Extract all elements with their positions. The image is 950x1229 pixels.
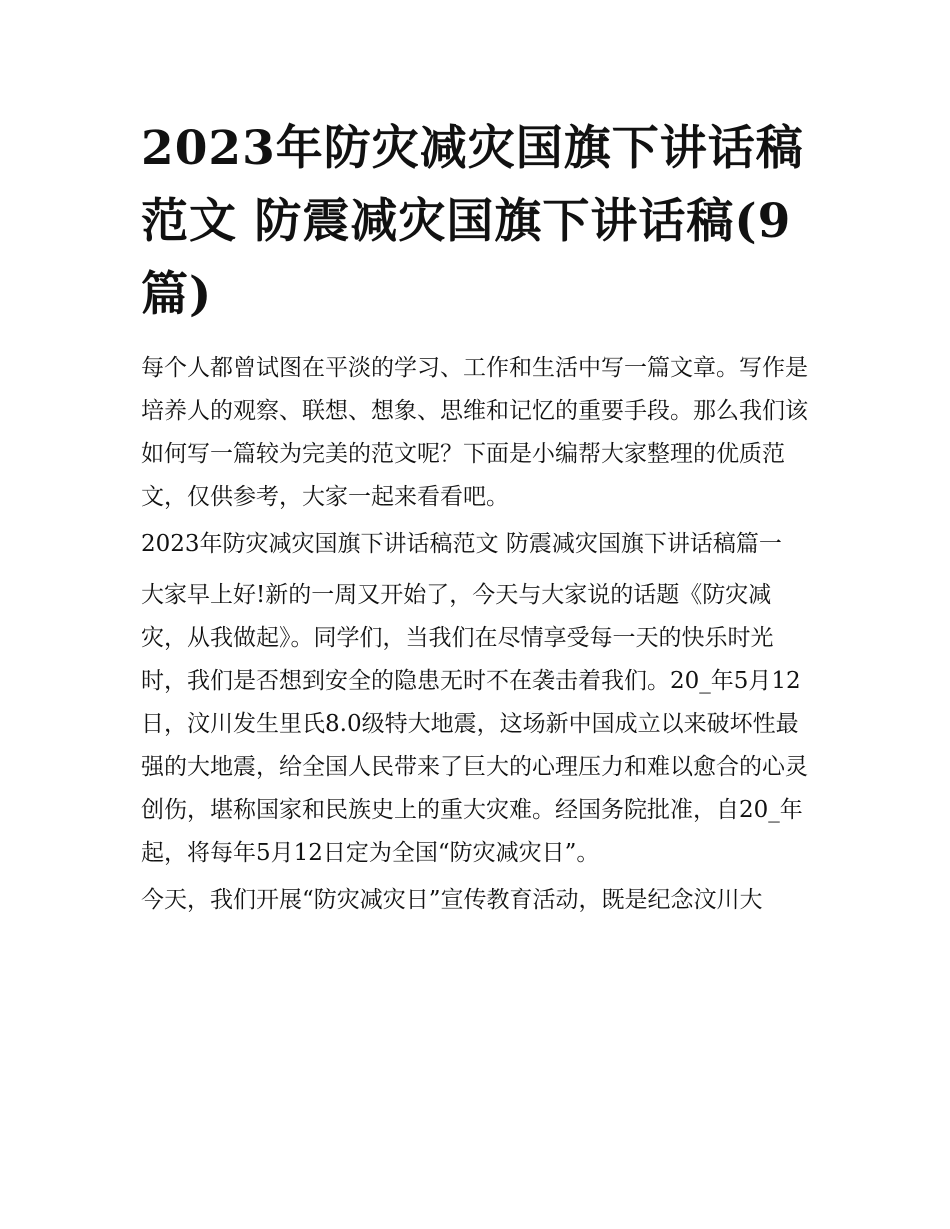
body-paragraph-1: 大家早上好!新的一周又开始了，今天与大家说的话题《防灾减灾，从我做起》。同学们，当我们在尽情享受每一天的快乐时光时，我们是否想到安全的隐患无时不在袭击着我们。20_年5月12日，汶川发生里氏8.0级特大地震，这场新中国成立以来破坏性最强的大地震，给全国人民带来了巨大的心理压力和难以愈合的心灵创伤，堪称国家和民族史上的重大灾难。经国务院批准，自20_年起，将每年5月12日定为全国“防灾减灾日”。 [141, 582, 808, 866]
document-title: 2023年防灾减灾国旗下讲话稿范文 防震减灾国旗下讲话稿(9篇) [141, 121, 804, 322]
intro-paragraph: 每个人都曾试图在平淡的学习、工作和生活中写一篇文章。写作是培养人的观察、联想、想象、思维和记忆的重要手段。那么我们该如何写一篇较为完美的范文呢？下面是小编帮大家整理的优质范文，仅供参考，大家一起来看看吧。 [141, 355, 808, 510]
section-heading: 2023年防灾减灾国旗下讲话稿范文 防震减灾国旗下讲话稿篇一 [141, 531, 782, 557]
body-paragraph-2: 今天，我们开展“防灾减灾日”宣传教育活动，既是纪念汶川大 [141, 887, 763, 913]
document-page [141, 112, 813, 926]
